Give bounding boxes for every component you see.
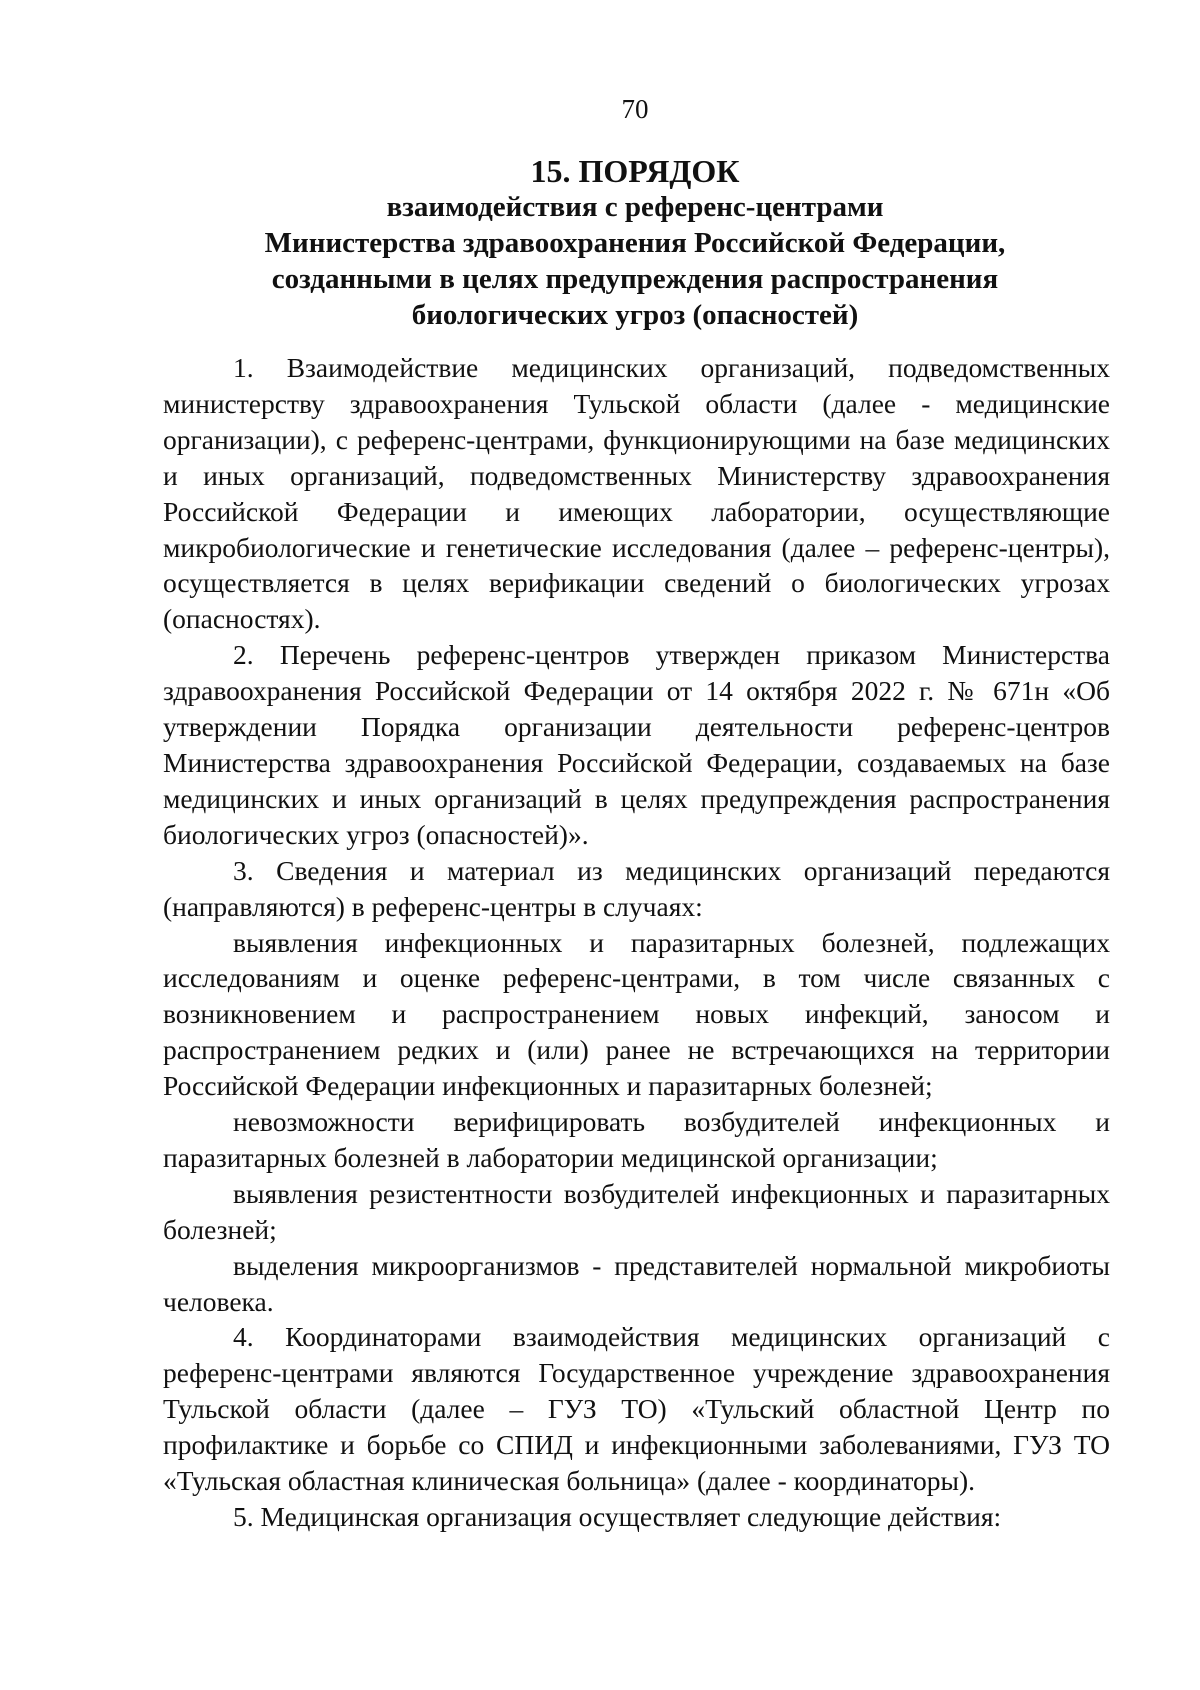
paragraph-1: 1. Взаимодействие медицинских организаций, подведомственных министерству здравоохранения Тульской области (далее - медицинские организации), с референс-центрами, функционирующими на базе медицинских и иных организаций, подведомственных Министерству здравоохранения Российской Федерации и имеющих лаборатории, осуществляющие микробиологические и генетические исследования (далее – референс-центры), осуществляется в целях верификации сведений о биологических угрозах (опасностях). — [163, 352, 1110, 635]
paragraph-3-case-1: выявления инфекционных и паразитарных болезней, подлежащих исследованиям и оценке референс-центрами, в том числе связанных с возникновением и распространением новых инфекций, заносом и распространением редких и (или) ранее не встречающихся на территории Российской Федерации инфекционных и паразитарных болезней; — [163, 926, 1110, 1102]
page-number: 70 — [621, 94, 649, 124]
paragraph-5: 5. Медицинская организация осуществляет следующие действия: — [233, 1501, 1002, 1532]
section-title-line-3: созданными в целях предупреждения распространения — [271, 263, 999, 295]
paragraph-3-case-4: выделения микроорганизмов - представителей нормальной микробиоты человека. — [163, 1249, 1110, 1317]
paragraph-4: 4. Координаторами взаимодействия медицинских организаций с референс-центрами являются Государственное учреждение здравоохранения Тульской области (далее – ГУЗ ТО) «Тульский областной Центр по профилактике и борьбе со СПИД и инфекционными заболеваниями, ГУЗ ТО «Тульская областная клиническая больница» (далее - координаторы). — [163, 1321, 1110, 1497]
document-body — [163, 350, 1110, 1535]
paragraph-3-case-2: невозможности верифицировать возбудителей инфекционных и паразитарных болезней в лаборатории медицинской организации; — [163, 1106, 1110, 1173]
section-heading: 15. ПОРЯДОК — [530, 153, 740, 189]
paragraph-2: 2. Перечень референс-центров утвержден приказом Министерства здравоохранения Российской Федерации от 14 октября 2022 г. № 671н «Об утверждении Порядка организации деятельности референс-центров Министерства здравоохранения Российской Федерации, создаваемых на базе медицинских и иных организаций в целях предупреждения распространения биологических угроз (опасностей)». — [163, 639, 1110, 850]
section-title-line-2: Министерства здравоохранения Российской Федерации, — [264, 227, 1006, 259]
section-title-line-1: взаимодействия с референс-центрами — [386, 191, 884, 223]
paragraph-3: 3. Сведения и материал из медицинских организаций передаются (направляются) в референс-центры в случаях: — [163, 854, 1110, 922]
section-title — [160, 153, 1110, 333]
section-title-line-4: биологических угроз (опасностей) — [411, 299, 859, 331]
paragraph-3-case-3: выявления резистентности возбудителей инфекционных и паразитарных болезней; — [163, 1177, 1110, 1245]
